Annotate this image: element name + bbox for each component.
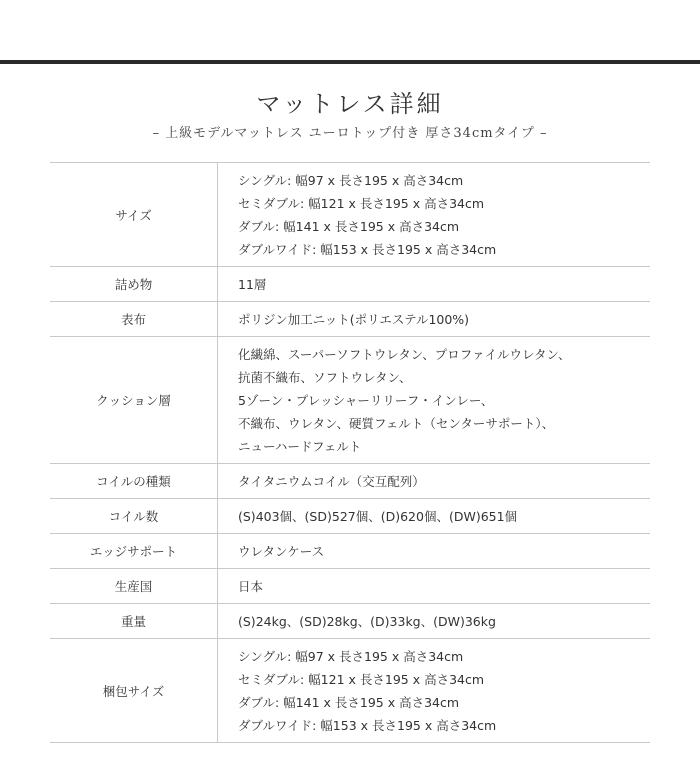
spec-line: タイタニウムコイル（交互配列） (238, 474, 425, 489)
spec-value (218, 267, 651, 302)
spec-line: 化繊綿、スーパーソフトウレタン、プロファイルウレタン、 (238, 347, 571, 362)
spec-row-edge-support (50, 534, 650, 569)
spec-line: (S)24kg、(SD)28kg、(D)33kg、(DW)36kg (238, 614, 496, 629)
spec-line: 11層 (238, 277, 267, 292)
page-subtitle: – 上級モデルマットレス ユーロトップ付き 厚さ34cmタイプ – (152, 126, 548, 141)
spec-line: セミダブル: 幅121 x 長さ195 x 高さ34cm (238, 672, 485, 687)
spec-label: 梱包サイズ (50, 639, 218, 743)
spec-label: コイルの種類 (50, 464, 218, 499)
spec-value (218, 337, 651, 464)
spec-label: 詰め物 (50, 267, 218, 302)
spec-value (218, 639, 651, 743)
spec-line: ウレタンケース (238, 544, 325, 559)
spec-line: ダブル: 幅141 x 長さ195 x 高さ34cm (238, 695, 460, 710)
spec-label: コイル数 (50, 499, 218, 534)
spec-label: サイズ (50, 163, 218, 267)
spec-value (218, 163, 651, 267)
spec-label: エッジサポート (50, 534, 218, 569)
spec-row-coil-count (50, 499, 650, 534)
spec-value (218, 499, 651, 534)
spec-value (218, 464, 651, 499)
spec-line: 5ゾーン・プレッシャーリリーフ・インレー、 (238, 393, 494, 408)
spec-label: 生産国 (50, 569, 218, 604)
spec-table (50, 162, 650, 743)
spec-row-coil-type (50, 464, 650, 499)
spec-line: セミダブル: 幅121 x 長さ195 x 高さ34cm (238, 196, 485, 211)
spec-label: クッション層 (50, 337, 218, 464)
spec-row-package-size (50, 639, 650, 743)
spec-value (218, 604, 651, 639)
spec-line: ポリジン加工ニット(ポリエステル100%) (238, 312, 470, 327)
spec-line: 日本 (238, 579, 264, 594)
spec-row-filling (50, 267, 650, 302)
spec-line: 不織布、ウレタン、硬質フェルト（センターサポート）、 (238, 416, 555, 431)
page-title: マットレス詳細 (256, 90, 444, 118)
top-divider (0, 60, 700, 64)
spec-line: 抗菌不織布、ソフトウレタン、 (238, 370, 412, 385)
spec-value (218, 302, 651, 337)
spec-line: ダブルワイド: 幅153 x 長さ195 x 高さ34cm (238, 718, 497, 733)
spec-line: ダブルワイド: 幅153 x 長さ195 x 高さ34cm (238, 242, 497, 257)
spec-row-origin (50, 569, 650, 604)
spec-label: 重量 (50, 604, 218, 639)
spec-line: シングル: 幅97 x 長さ195 x 高さ34cm (238, 173, 464, 188)
spec-row-fabric (50, 302, 650, 337)
spec-line: (S)403個、(SD)527個、(D)620個、(DW)651個 (238, 509, 518, 524)
spec-label: 表布 (50, 302, 218, 337)
spec-row-size (50, 163, 650, 267)
spec-value (218, 569, 651, 604)
spec-line: ニューハードフェルト (238, 439, 362, 454)
spec-value (218, 534, 651, 569)
spec-row-cushion (50, 337, 650, 464)
spec-line: シングル: 幅97 x 長さ195 x 高さ34cm (238, 649, 464, 664)
spec-row-weight (50, 604, 650, 639)
spec-line: ダブル: 幅141 x 長さ195 x 高さ34cm (238, 219, 460, 234)
